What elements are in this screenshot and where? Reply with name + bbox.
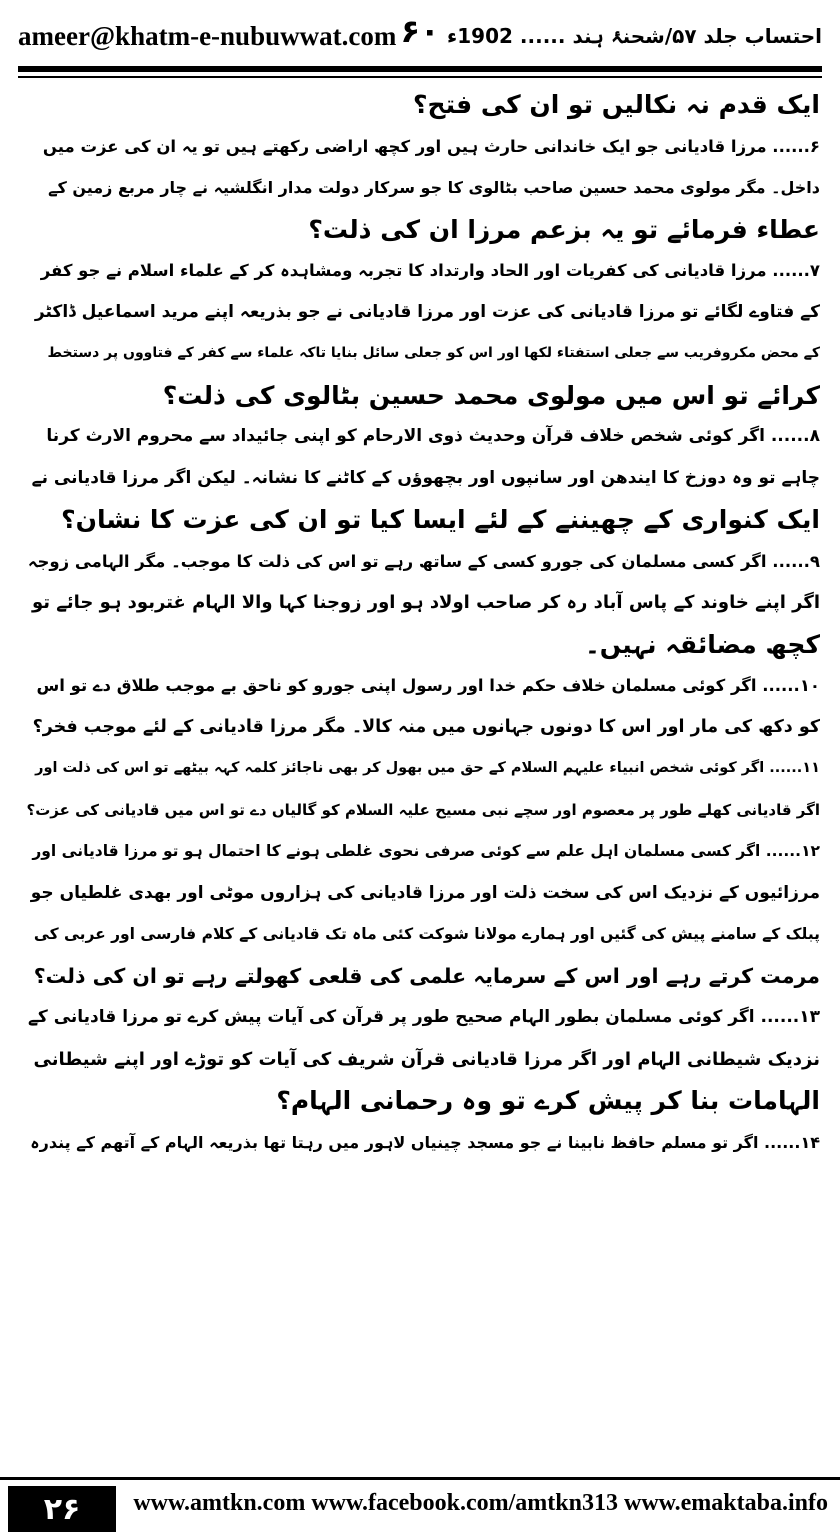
text-line: نزدیک شیطانی الہام اور اگر مرزا قادیانی قرآن شریف کی آیات کو توڑے اور اپنے شیطانی <box>33 1048 820 1070</box>
header-page-number: ۶۰ <box>400 12 440 50</box>
footer-links: www.amtkn.com www.facebook.com/amtkn313 www.emaktaba.info <box>133 1490 828 1516</box>
text-line: کو دکھ کی مار اور اس کا دونوں جہانوں میں منہ کالا۔ مگر مرزا قادیانی کے لئے موجب فخر؟ <box>32 716 820 737</box>
text-line: مرمت کرتے رہے اور اس کے سرمایہ علمی کی قلعی کھولتے رہے تو ان کی ذلت؟ <box>33 963 820 988</box>
text-line: ۷...... مرزا قادیانی کی کفریات اور الحاد وارتداد کا تجربہ ومشاہدہ کر کے علماء اسلام نے جو کفر <box>40 261 820 280</box>
text-line: الہامات بنا کر پیش کرے تو وہ رحمانی الہام؟ <box>276 1086 820 1115</box>
text-line: ۸...... اگر کوئی شخص خلاف قرآن وحدیث ذوی الارحام کو اپنی جائیداد سے محروم الارث کرنا <box>46 426 820 446</box>
header-rule-thick <box>18 66 822 72</box>
header-email: ameer@khatm-e-nubuwwat.com <box>18 20 397 51</box>
text-line: ۱۱...... اگر کوئی شخص انبیاء علیہم السلام کے حق میں بھول کر بھی ناجائز کلمہ کہہ بیٹھے تو اس کی ذلت اور <box>35 760 820 776</box>
text-line: کے محض مکروفریب سے جعلی استفتاء لکھا اور اس کو جعلی سائل بنایا تاکہ علماء سے کفر کے فتاووں پر دستخط <box>47 345 820 361</box>
text-line: اگر اپنے خاوند کے پاس آباد رہ کر صاحب اولاد ہو اور زوجنا کہا والا الہام غتربود ہو جائے تو <box>31 592 820 613</box>
text-line: کرائے تو اس میں مولوی محمد حسین بٹالوی کی ذلت؟ <box>162 380 820 410</box>
text-line: ۱۲...... اگر کسی مسلمان اہل علم سے کوئی صرفی نحوی غلطی ہونے کا احتمال ہو تو مرزا قادیانی اور <box>32 842 820 860</box>
text-line: ۱۴...... اگر تو مسلم حافظ نابینا نے جو مسجد چینیاں لاہور میں رہتا تھا بذریعہ الہام کے آتھم کے پندرہ <box>30 1132 820 1152</box>
text-line: کے فتاوے لگائے تو مرزا قادیانی کی عزت اور مرزا قادیانی نے جو بذریعہ اپنے مرید اسماعیل ڈاکٹر <box>34 301 820 322</box>
text-line: کچھ مضائقہ نہیں۔ <box>585 629 820 659</box>
text-line: ایک قدم نہ نکالیں تو ان کی فتح؟ <box>413 90 820 119</box>
text-line: داخل۔ مگر مولوی محمد حسین صاحب بٹالوی کا جو سرکار دولت مدار انگلشیہ نے چار مربع زمین کے <box>48 178 820 197</box>
page-body <box>26 84 820 1466</box>
text-line: ۹...... اگر کسی مسلمان کی جورو کسی کے ساتھ رہے تو اس کی ذلت کا موجب۔ مگر الہامی زوجہ <box>27 551 820 571</box>
text-line: ۱۳...... اگر کوئی مسلمان بطور الہام صحیح طور پر قرآن کی آیات پیش کرے تو مرزا قادیانی کے <box>27 1007 820 1027</box>
text-line: مرزائیوں کے نزدیک اس کی سخت ذلت اور مرزا قادیانی کی ہزاروں موٹی اور بھدی غلطیاں جو <box>30 882 820 903</box>
text-line: چاہے تو وہ دوزخ کا ایندھن اور سانپوں اور بچھوؤں کے کاٹنے کا نشانہ۔ لیکن اگر مرزا قادیانی نے <box>31 467 820 488</box>
text-line: ایک کنواری کے چھیننے کے لئے ایسا کیا تو ان کی عزت کا نشان؟ <box>61 505 820 534</box>
footer-page-number: ۲۶ <box>8 1486 116 1532</box>
text-line: پبلک کے سامنے پیش کی گئیں اور ہمارے مولانا شوکت کئی ماہ تک قادیانی کے کلام فارسی اور عربی کی <box>33 925 820 943</box>
text-line: عطاء فرمائے تو یہ بزعم مرزا ان کی ذلت؟ <box>308 214 820 244</box>
text-line: ۱۰...... اگر کوئی مسلمان خلاف حکم خدا اور رسول اپنی جورو کو ناحق بے موجب طلاق دے تو اس <box>36 676 820 695</box>
page-footer <box>0 1477 840 1540</box>
text-line: ۶...... مرزا قادیانی جو ایک خاندانی حارث ہیں اور کچھ اراضی رکھتے ہیں تو یہ ان کی عزت میں <box>42 136 820 156</box>
header-running-title: احتساب جلد ۵۷/شحنۂ ہند ...... 1902ء <box>447 24 822 48</box>
text-line: اگر قادیانی کھلے طور پر معصوم اور سچے نبی مسیح علیہ السلام کو گالیاں دے تو اس میں قادیانی کی عزت؟ <box>26 800 820 819</box>
page-header <box>18 8 822 64</box>
header-rule-thin <box>18 76 822 78</box>
